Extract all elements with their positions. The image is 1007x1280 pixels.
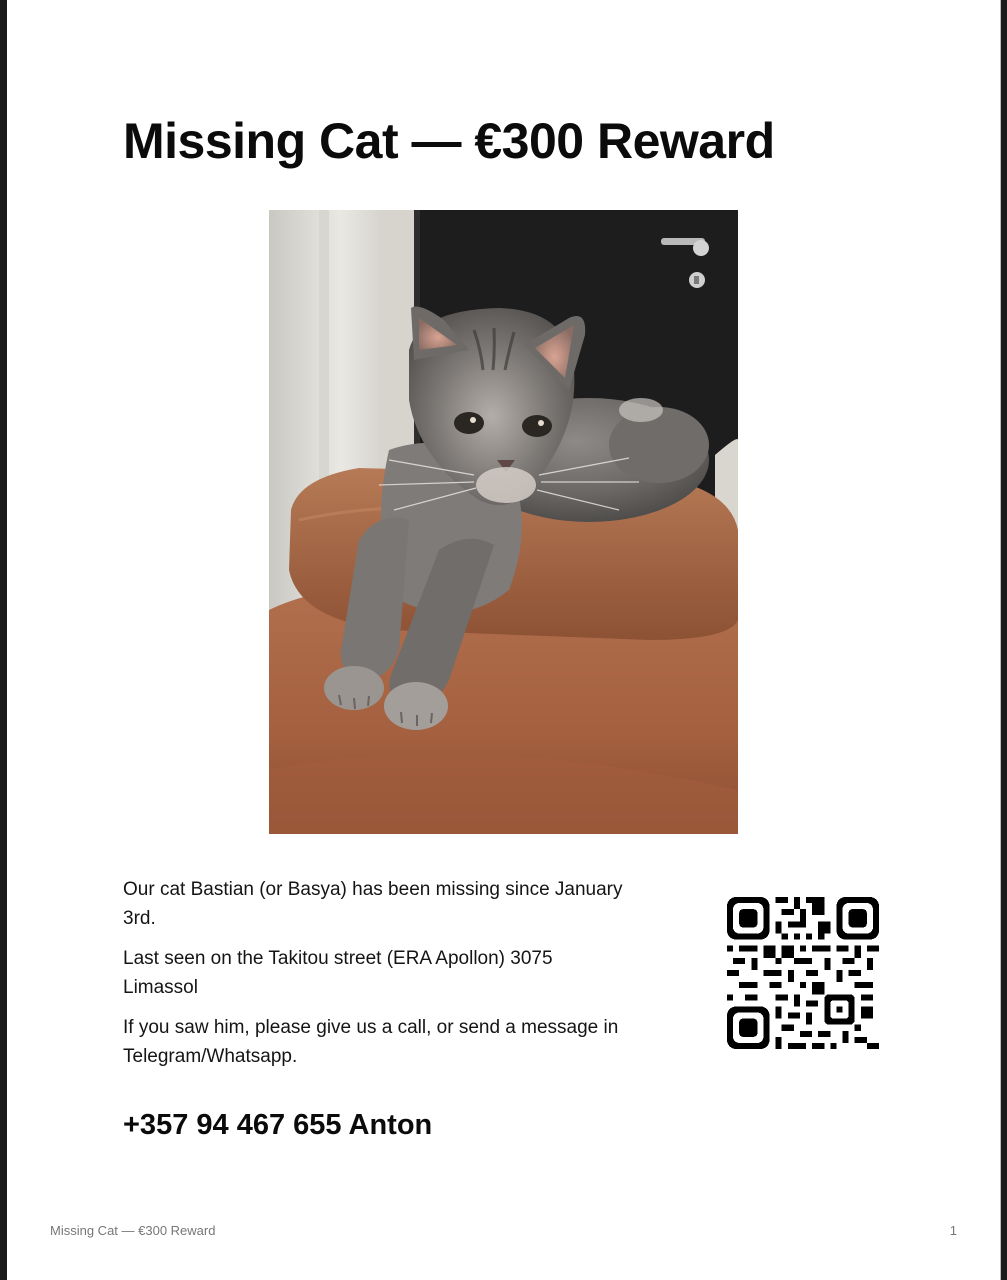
footer-page-number: 1: [949, 1223, 957, 1238]
description-last-seen: Last seen on the Takitou street (ERA Apollon) 3075 Limassol: [123, 948, 553, 998]
viewer-left-edge: [0, 0, 7, 1280]
description-missing-since: Our cat Bastian (or Basya) has been missing since January 3rd.: [123, 879, 623, 929]
page-title: Missing Cat — €300 Reward: [123, 113, 775, 169]
page-right-border: [1000, 0, 1001, 1280]
cat-photo: [269, 210, 738, 834]
qr-code: [727, 897, 879, 1049]
description-block: [123, 875, 623, 1082]
viewer-right-edge: [1001, 0, 1007, 1280]
contact-phone: +357 94 467 655 Anton: [123, 1109, 433, 1141]
footer-document-title: Missing Cat — €300 Reward: [50, 1223, 216, 1238]
description-contact-request: If you saw him, please give us a call, or send a message in Telegram/Whatsapp.: [123, 1017, 619, 1067]
